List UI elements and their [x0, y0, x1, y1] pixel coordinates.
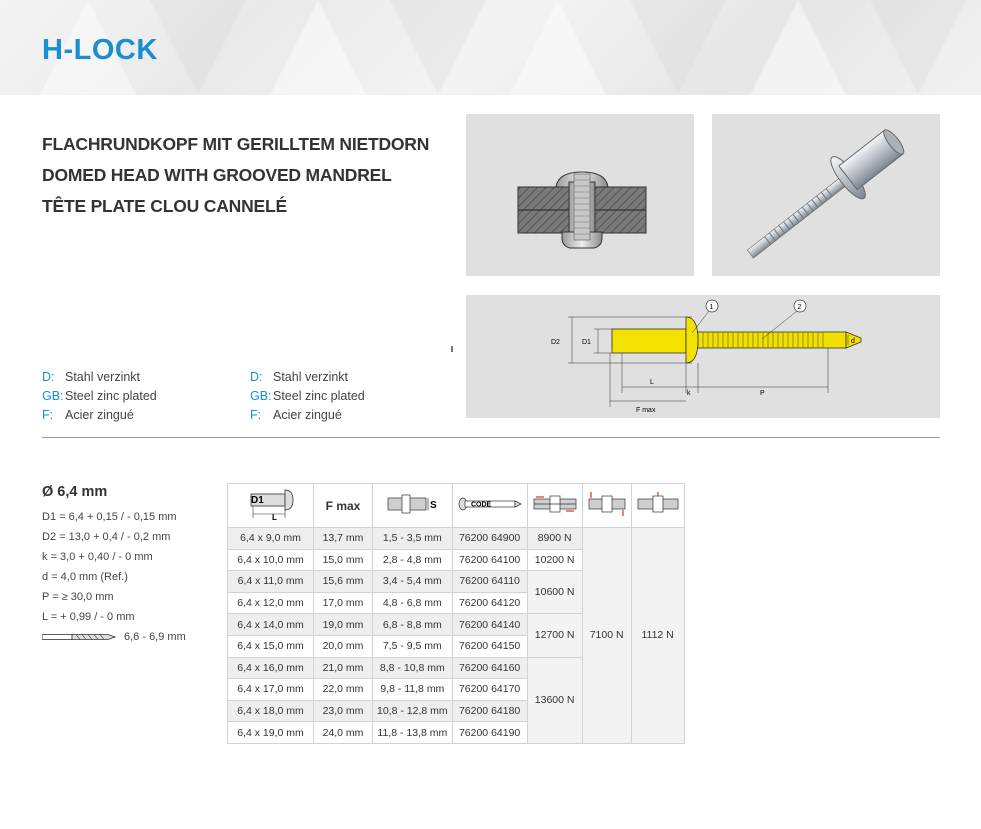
- spec-line-p: P = ≥ 30,0 mm: [42, 591, 114, 603]
- page-title: H-LOCK: [42, 34, 158, 66]
- cell-size: 6,4 x 18,0 mm: [228, 700, 314, 722]
- header-dimension: [228, 484, 314, 528]
- diameter-title: Ø 6,4 mm: [42, 484, 108, 500]
- cell-code: 76200 64110: [452, 571, 527, 593]
- header-pattern: [870, 0, 966, 95]
- label-l: L: [650, 379, 654, 386]
- header-band: [0, 0, 981, 95]
- lang-key: GB:: [42, 389, 64, 403]
- material-list-right: [250, 368, 365, 425]
- heading-en: DOMED HEAD WITH GROOVED MANDREL: [42, 165, 392, 185]
- page-mark: [451, 346, 453, 352]
- dimension-drawing: [466, 295, 940, 418]
- mandrel-retention-icon: [636, 491, 680, 517]
- heading-de: FLACHRUNDKOPF MIT GERILLTEM NIETDORN: [42, 134, 430, 154]
- cell-size: 6,4 x 12,0 mm: [228, 592, 314, 614]
- material-text: Steel zinc plated: [65, 389, 157, 403]
- header-fmax: F max: [314, 484, 373, 528]
- spec-line-d1: D1 = 6,4 + 0,15 / - 0,15 mm: [42, 511, 177, 523]
- code-icon: [457, 496, 523, 512]
- cell-shear: 10200 N: [527, 549, 582, 571]
- spec-line-k: k = 3,0 + 0,40 / - 0 mm: [42, 551, 153, 563]
- cell-code: 76200 64160: [452, 657, 527, 679]
- cell-size: 6,4 x 19,0 mm: [228, 722, 314, 744]
- cell-shear: 8900 N: [527, 528, 582, 550]
- spec-block: [42, 484, 186, 647]
- cell-grip: 2,8 - 4,8 mm: [373, 549, 453, 571]
- product-headings: [42, 132, 429, 225]
- cell-fmax: 19,0 mm: [314, 614, 373, 636]
- label-p: P: [760, 390, 765, 397]
- cell-code: 76200 64120: [452, 592, 527, 614]
- cell-size: 6,4 x 17,0 mm: [228, 679, 314, 701]
- cell-fmax: 21,0 mm: [314, 657, 373, 679]
- lang-key: F:: [250, 408, 262, 422]
- cell-fmax: 22,0 mm: [314, 679, 373, 701]
- lang-key: D:: [250, 370, 263, 384]
- cell-size: 6,4 x 9,0 mm: [228, 528, 314, 550]
- label-k: k: [687, 390, 691, 397]
- drill-size: 6,6 - 6,9 mm: [124, 631, 186, 643]
- material-text: Stahl verzinkt: [273, 370, 349, 384]
- material-text: Acier zingué: [65, 408, 134, 422]
- section-divider: [42, 437, 940, 438]
- table-row: [228, 528, 685, 550]
- drill-size-row: [42, 627, 186, 647]
- heading-fr: TÊTE PLATE CLOU CANNELÉ: [42, 196, 287, 216]
- cell-mandrel: 1112 N: [631, 528, 684, 744]
- cell-size: 6,4 x 10,0 mm: [228, 549, 314, 571]
- cell-code: 76200 64100: [452, 549, 527, 571]
- icon-label-s: S: [430, 500, 437, 511]
- header-pattern: [630, 0, 726, 95]
- header-pattern: [510, 0, 606, 95]
- cell-code: 76200 64140: [452, 614, 527, 636]
- grip-range-icon: [384, 492, 440, 516]
- cell-fmax: 20,0 mm: [314, 635, 373, 657]
- label-d1: D1: [582, 339, 591, 346]
- header-mandrel: [631, 484, 684, 528]
- drill-bit-icon: [42, 633, 116, 641]
- cell-grip: 9,8 - 11,8 mm: [373, 679, 453, 701]
- code-label: CODE: [470, 501, 491, 509]
- header-shear: [527, 484, 582, 528]
- header-tensile: [582, 484, 631, 528]
- cell-fmax: 15,6 mm: [314, 571, 373, 593]
- header-pattern: [750, 0, 846, 95]
- rivet-illustration: [712, 114, 940, 276]
- cell-code: 76200 64170: [452, 679, 527, 701]
- cell-grip: 6,8 - 8,8 mm: [373, 614, 453, 636]
- rivet-dimension-icon: [239, 486, 303, 522]
- product-table: [227, 483, 685, 744]
- icon-label-d1: D1: [250, 495, 264, 506]
- rivet-cross-section-image: [466, 114, 694, 276]
- lang-key: GB:: [250, 389, 272, 403]
- spec-line-d2: D2 = 13,0 + 0,4 / - 0,2 mm: [42, 531, 171, 543]
- cell-code: 76200 64150: [452, 635, 527, 657]
- spec-line-l: L = + 0,99 / - 0 mm: [42, 611, 135, 623]
- label-d2: D2: [551, 339, 560, 346]
- cell-grip: 4,8 - 6,8 mm: [373, 592, 453, 614]
- header-code: [452, 484, 527, 528]
- material-text: Stahl verzinkt: [65, 370, 141, 384]
- cell-grip: 10,8 - 12,8 mm: [373, 700, 453, 722]
- callout-2: 2: [797, 304, 802, 311]
- cell-size: 6,4 x 15,0 mm: [228, 635, 314, 657]
- cell-code: 76200 64190: [452, 722, 527, 744]
- header-pattern: [150, 0, 246, 95]
- lang-key: F:: [42, 408, 54, 422]
- cell-grip: 1,5 - 3,5 mm: [373, 528, 453, 550]
- label-fmax: F max: [636, 407, 656, 414]
- cell-grip: 8,8 - 10,8 mm: [373, 657, 453, 679]
- cell-shear: 10600 N: [527, 571, 582, 614]
- material-text: Steel zinc plated: [273, 389, 365, 403]
- cell-fmax: 24,0 mm: [314, 722, 373, 744]
- cell-tensile: 7100 N: [582, 528, 631, 744]
- cell-size: 6,4 x 14,0 mm: [228, 614, 314, 636]
- header-pattern: [390, 0, 486, 95]
- cell-shear: 12700 N: [527, 614, 582, 657]
- callout-1: 1: [709, 304, 714, 311]
- cell-fmax: 23,0 mm: [314, 700, 373, 722]
- label-d: d: [851, 338, 855, 345]
- cell-fmax: 17,0 mm: [314, 592, 373, 614]
- lang-key: D:: [42, 370, 55, 384]
- cell-size: 6,4 x 11,0 mm: [228, 571, 314, 593]
- cell-fmax: 13,7 mm: [314, 528, 373, 550]
- cross-section-illustration: [466, 114, 694, 276]
- cell-grip: 11,8 - 13,8 mm: [373, 722, 453, 744]
- material-text: Acier zingué: [273, 408, 342, 422]
- cell-grip: 3,4 - 5,4 mm: [373, 571, 453, 593]
- cell-code: 76200 64900: [452, 528, 527, 550]
- cell-fmax: 15,0 mm: [314, 549, 373, 571]
- material-list-left: [42, 368, 157, 425]
- cell-size: 6,4 x 16,0 mm: [228, 657, 314, 679]
- icon-label-l: L: [271, 513, 277, 522]
- spec-line-d: d = 4,0 mm (Ref.): [42, 571, 128, 583]
- tensile-force-icon: [587, 491, 627, 517]
- technical-drawing: [466, 295, 940, 418]
- cell-shear: 13600 N: [527, 657, 582, 743]
- shear-force-icon: [532, 493, 578, 515]
- rivet-photo-image: [712, 114, 940, 276]
- header-pattern: [270, 0, 366, 95]
- header-grip: [373, 484, 453, 528]
- cell-grip: 7,5 - 9,5 mm: [373, 635, 453, 657]
- cell-code: 76200 64180: [452, 700, 527, 722]
